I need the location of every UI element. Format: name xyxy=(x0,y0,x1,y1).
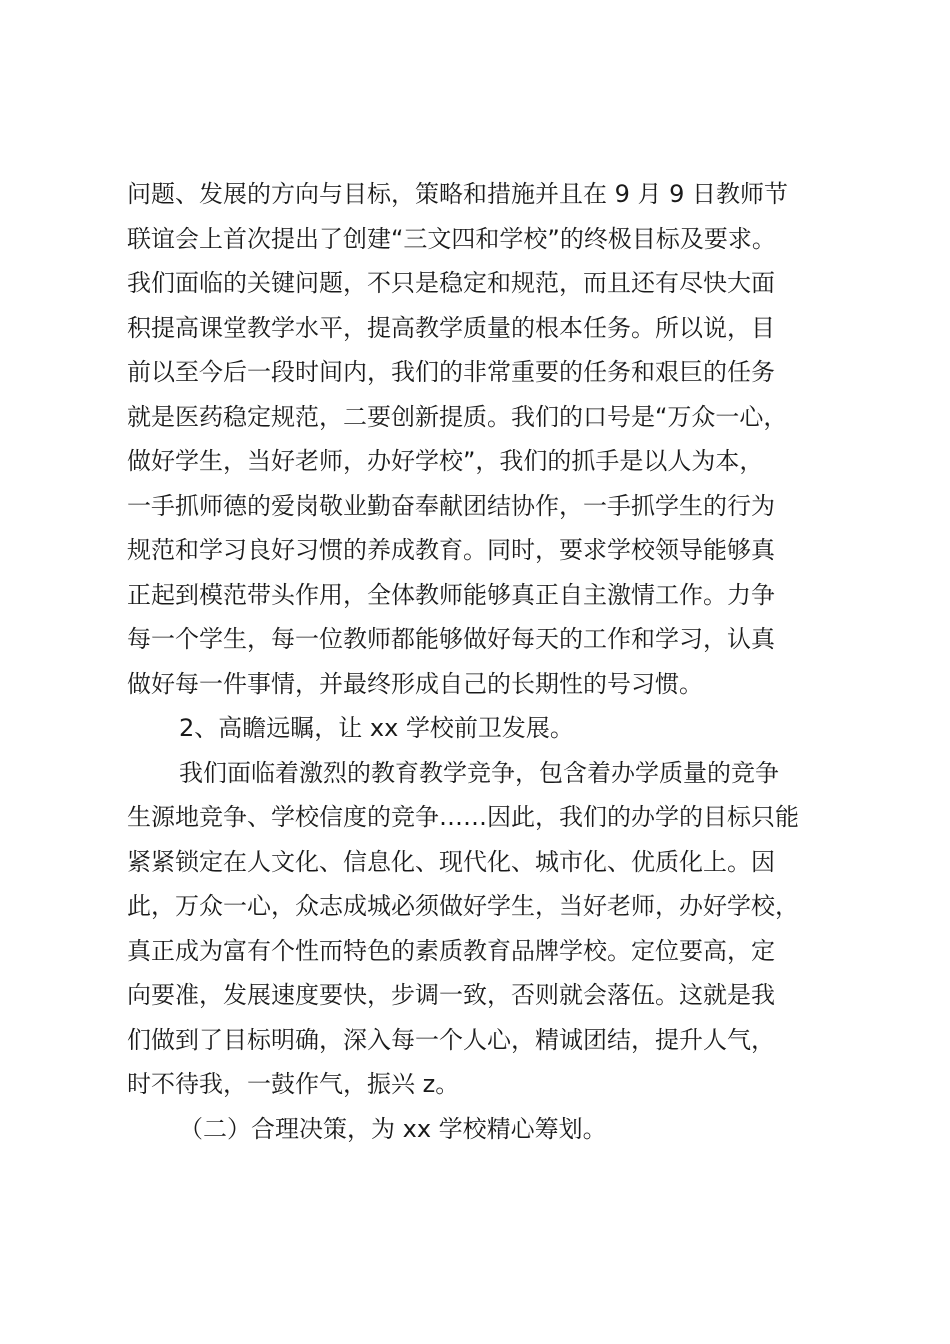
text-line: 我们面临的关键问题，不只是稳定和规范，而且还有尽快大面 xyxy=(127,269,775,297)
section-heading-2: 2、高瞻远瞩，让 xx 学校前卫发展。 xyxy=(179,714,574,742)
text-line: 此，万众一心，众志成城必须做好学生，当好老师，办好学校， xyxy=(127,892,799,920)
text-line: 真正成为富有个性而特色的素质教育品牌学校。定位要高，定 xyxy=(127,936,775,965)
document-body xyxy=(127,172,867,1151)
section-heading-er: （二）合理决策，为 xx 学校精心筹划。 xyxy=(179,1114,607,1143)
text-line: 积提高课堂教学水平，提高教学质量的根本任务。所以说，目 xyxy=(127,313,775,342)
text-line: 紧紧锁定在人文化、信息化、现代化、城市化、优质化上。因 xyxy=(127,847,775,876)
text-line: 问题、发展的方向与目标，策略和措施并且在 9 月 9 日教师节 xyxy=(127,180,789,208)
text-line: 做好每一件事情，并最终形成自己的长期性的号习惯。 xyxy=(127,669,703,698)
text-line: 生源地竞争、学校信度的竞争……因此，我们的办学的目标只能 xyxy=(127,803,799,831)
text-line: 就是医药稳定规范，二要创新提质。我们的口号是“万众一心， xyxy=(127,402,788,431)
text-line: 做好学生，当好老师，办好学校”，我们的抓手是以人为本， xyxy=(127,447,764,475)
text-line: 向要准，发展速度要快，步调一致，否则就会落伍。这就是我 xyxy=(127,981,775,1009)
text-line: 时不待我，一鼓作气，振兴 z。 xyxy=(127,1070,460,1098)
text-line: 规范和学习良好习惯的养成教育。同时，要求学校领导能够真 xyxy=(127,536,775,564)
paragraph-start-line: 我们面临着激烈的教育教学竞争，包含着办学质量的竞争 xyxy=(179,758,779,787)
text-line: 联谊会上首次提出了创建“三文四和学校”的终极目标及要求。 xyxy=(127,224,776,253)
text-line: 正起到模范带头作用，全体教师能够真正自主激情工作。力争 xyxy=(127,580,775,609)
text-line: 每一个学生，每一位教师都能够做好每天的工作和学习，认真 xyxy=(127,625,775,653)
text-line: 们做到了目标明确，深入每一个人心，精诚团结，提升人气， xyxy=(127,1025,775,1054)
text-line: 一手抓师德的爱岗敬业勤奋奉献团结协作，一手抓学生的行为 xyxy=(127,491,775,520)
text-line: 前以至今后一段时间内，我们的非常重要的任务和艰巨的任务 xyxy=(127,358,775,386)
